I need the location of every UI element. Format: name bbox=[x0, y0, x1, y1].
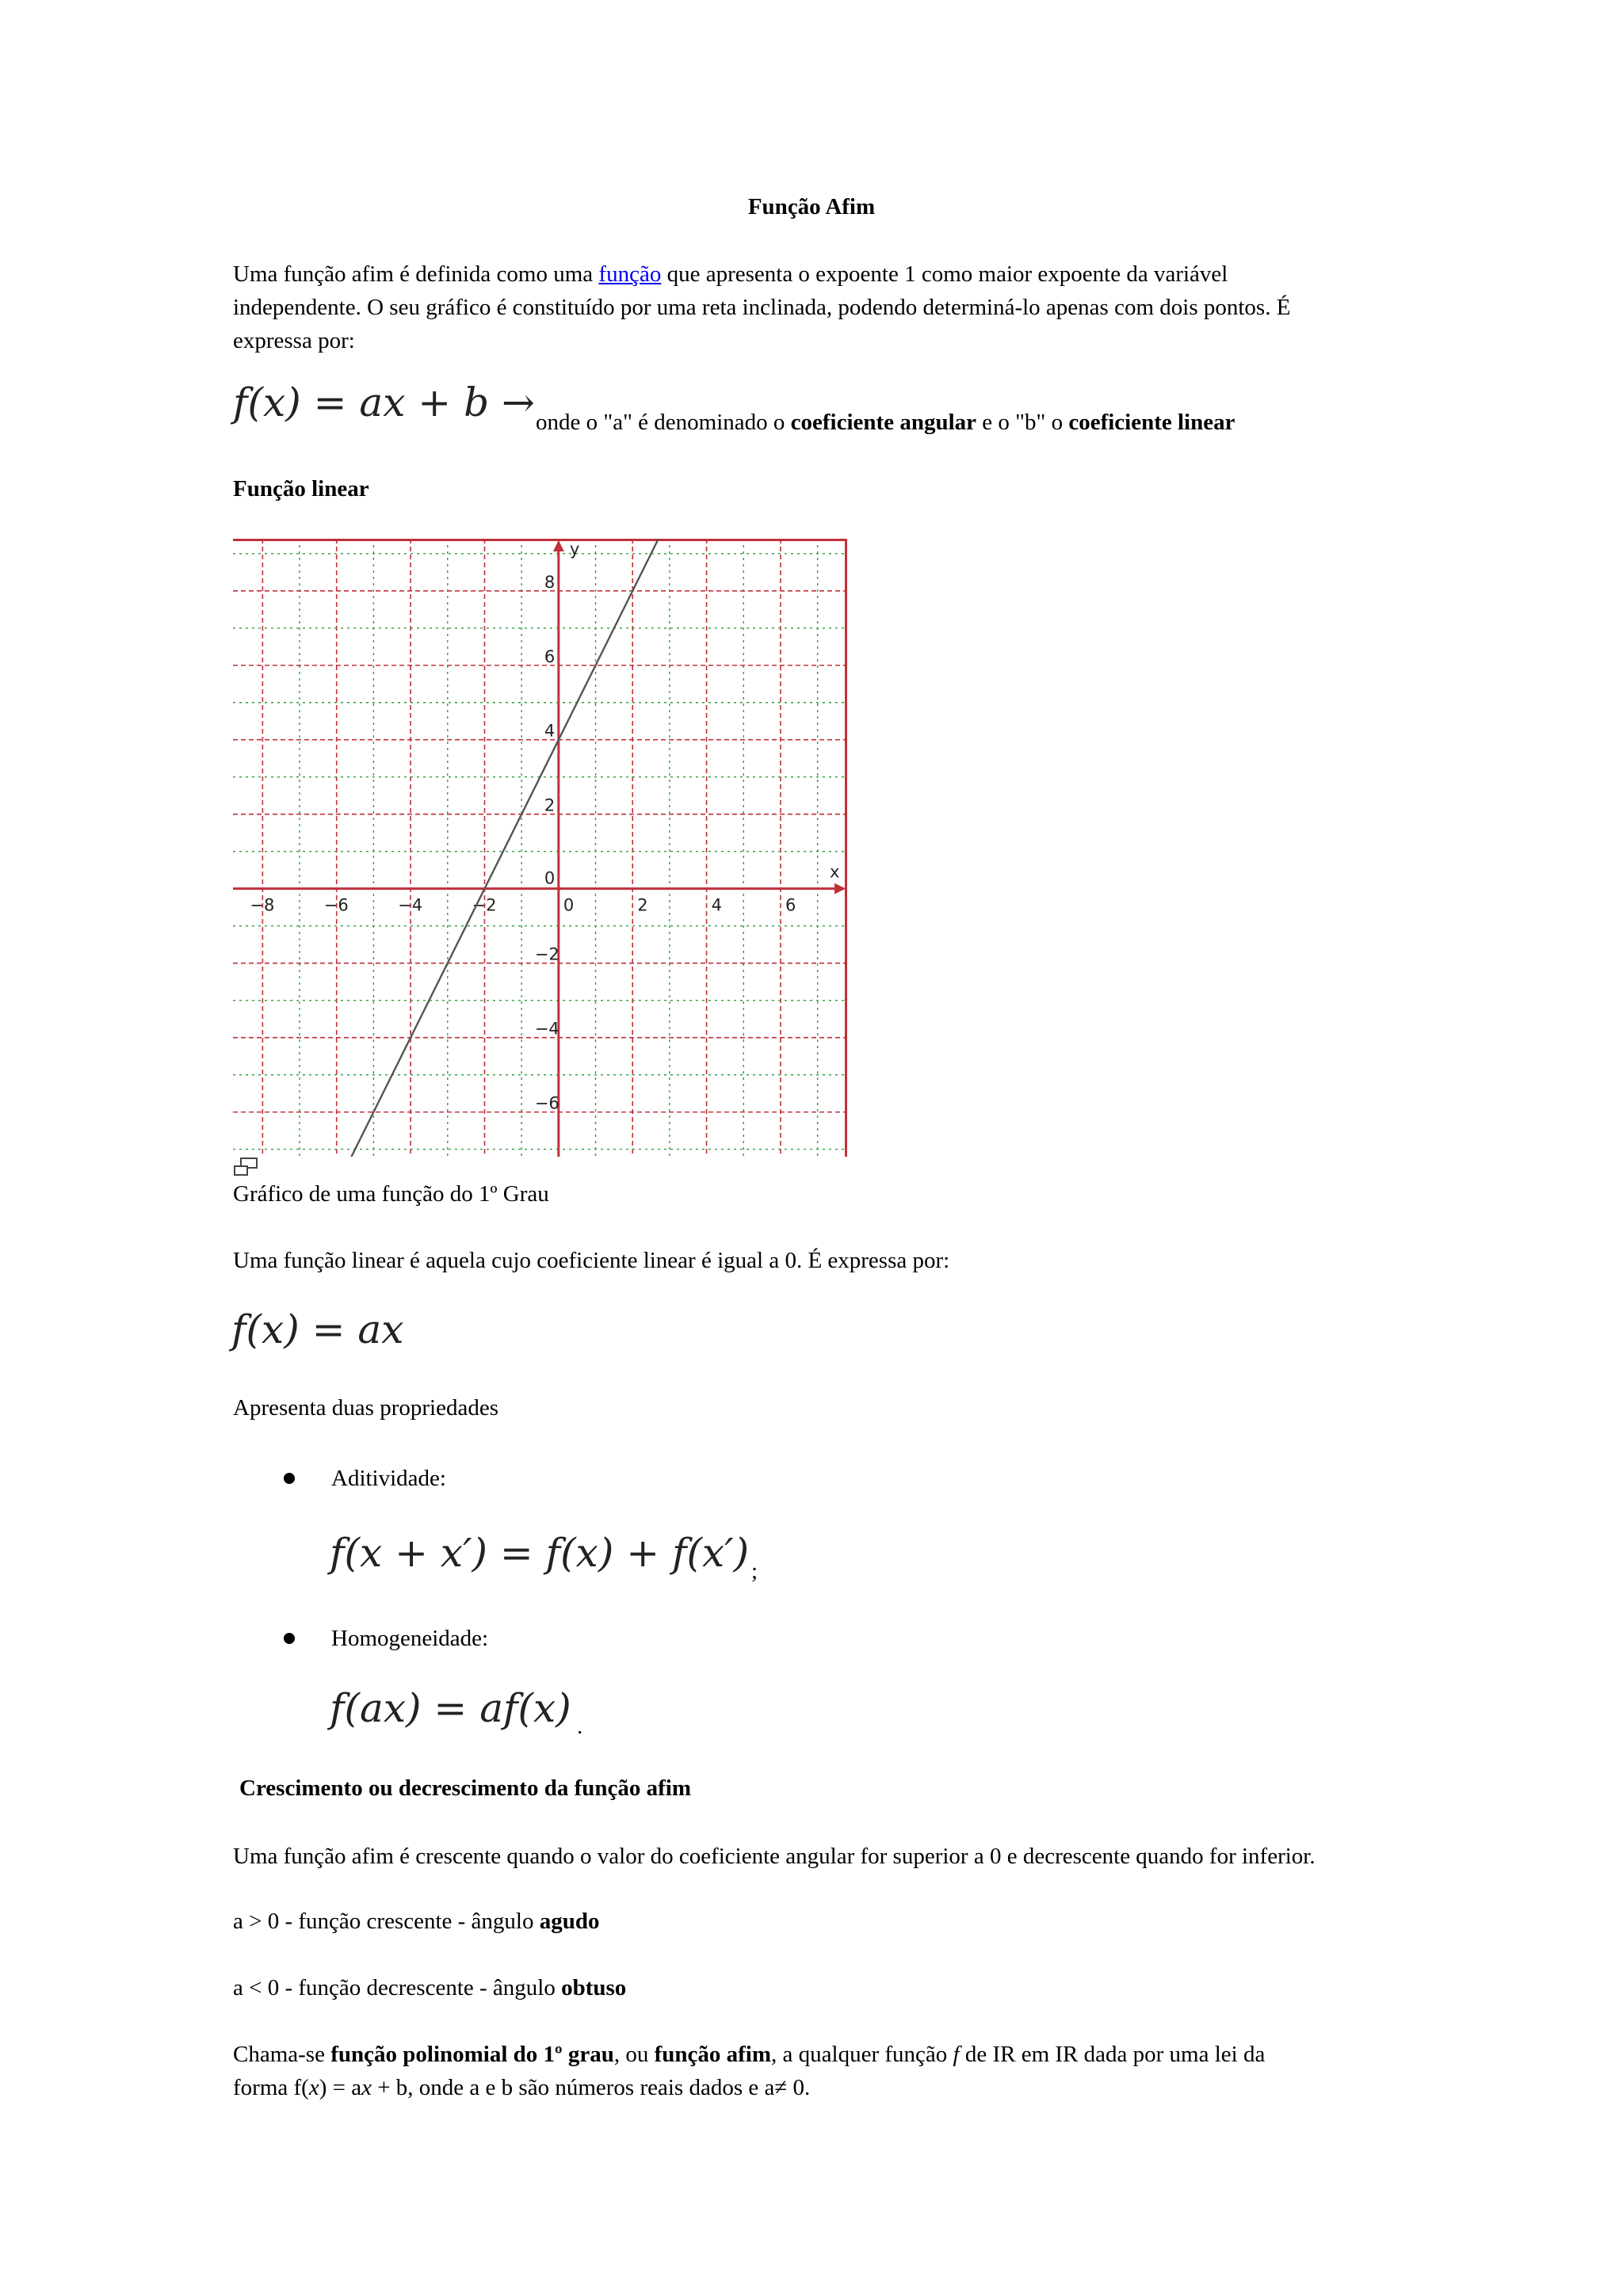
heading-linear: Função linear bbox=[233, 476, 369, 502]
positive-slope-line: a > 0 - função crescente - ângulo agudo bbox=[233, 1909, 600, 1934]
property-additivity-formula: f(x + x′) = f(x) + f(x′) bbox=[330, 1530, 750, 1576]
intro-line-2: independente. O seu gráfico é constituído por uma reta inclinada, podendo determiná-lo apenas com dois pontos. É bbox=[233, 295, 1291, 320]
y-tick-label: 8 bbox=[544, 572, 556, 592]
definition-line-2: forma f(x) = ax + b, onde a e b são números reais dados e a≠ 0. bbox=[233, 2075, 811, 2100]
y-tick-label: 4 bbox=[544, 721, 556, 741]
x-tick-label: 0 bbox=[563, 895, 575, 915]
origin-label: 0 bbox=[544, 868, 556, 888]
y-tick-label: −4 bbox=[534, 1019, 559, 1039]
properties-intro: Apresenta duas propriedades bbox=[233, 1395, 498, 1421]
property-homogeneity-label: Homogeneidade: bbox=[331, 1626, 489, 1651]
formula-linear: f(x) = ax bbox=[231, 1306, 404, 1352]
property-additivity-label: Aditividade: bbox=[331, 1466, 446, 1491]
negative-slope-line: a < 0 - função decrescente - ângulo obtuso bbox=[233, 1975, 627, 2000]
x-tick-label: −2 bbox=[472, 895, 497, 915]
y-axis-arrow-icon bbox=[553, 540, 564, 551]
y-tick-label: 6 bbox=[544, 646, 556, 666]
bullet-icon bbox=[284, 1633, 295, 1644]
property-homogeneity-formula: f(ax) = af(x) bbox=[330, 1685, 571, 1731]
y-tick-label: −2 bbox=[534, 944, 559, 964]
property-homogeneity-suffix: . bbox=[577, 1714, 583, 1739]
x-tick-label: 4 bbox=[711, 895, 722, 915]
x-tick-label: 6 bbox=[785, 895, 796, 915]
linear-definition: Uma função linear é aquela cujo coeficiente linear é igual a 0. É expressa por: bbox=[233, 1248, 950, 1273]
x-tick-label: 2 bbox=[637, 895, 648, 915]
definition-line-1: Chama-se função polinomial do 1º grau, ou função afim, a qualquer função f de IR em IR dada por uma lei da bbox=[233, 2042, 1266, 2067]
chart-svg bbox=[233, 539, 847, 1157]
page-title: Função Afim bbox=[747, 194, 876, 219]
linear-function-chart bbox=[233, 539, 847, 1157]
chart-caption: Gráfico de uma função do 1º Grau bbox=[233, 1181, 549, 1207]
x-axis-label: x bbox=[830, 862, 840, 882]
intro-line-1: Uma função afim é definida como uma função que apresenta o expoente 1 como maior expoente da variável bbox=[233, 261, 1228, 287]
not-equal-icon: ≠ bbox=[774, 2075, 788, 2100]
formula-affine: f(x) = ax + b → bbox=[233, 379, 535, 425]
intro-paragraph bbox=[233, 257, 1398, 357]
formula-affine-description: onde o "a" é denominado o coeficiente angular e o "b" o coeficiente linear bbox=[536, 410, 1235, 435]
bullet-icon bbox=[284, 1473, 295, 1484]
function-line bbox=[351, 539, 659, 1157]
growth-text: Uma função afim é crescente quando o valor do coeficiente angular for superior a 0 e decrescente quando for inferior. bbox=[233, 1844, 1316, 1869]
y-tick-label: 2 bbox=[544, 795, 556, 815]
y-axis-label: y bbox=[569, 540, 580, 559]
x-tick-label: −6 bbox=[323, 895, 349, 915]
x-tick-label: −8 bbox=[250, 895, 275, 915]
heading-growth: Crescimento ou decrescimento da função afim bbox=[239, 1775, 691, 1801]
x-tick-label: −4 bbox=[398, 895, 423, 915]
x-axis-arrow-icon bbox=[834, 883, 846, 894]
affine-definition bbox=[233, 2038, 1501, 2104]
funcao-link[interactable]: função bbox=[598, 261, 662, 287]
y-tick-label: −6 bbox=[534, 1093, 559, 1113]
image-expand-icon[interactable] bbox=[233, 1157, 260, 1177]
property-additivity-suffix: ; bbox=[751, 1558, 758, 1584]
intro-line-3: expressa por: bbox=[233, 328, 355, 353]
